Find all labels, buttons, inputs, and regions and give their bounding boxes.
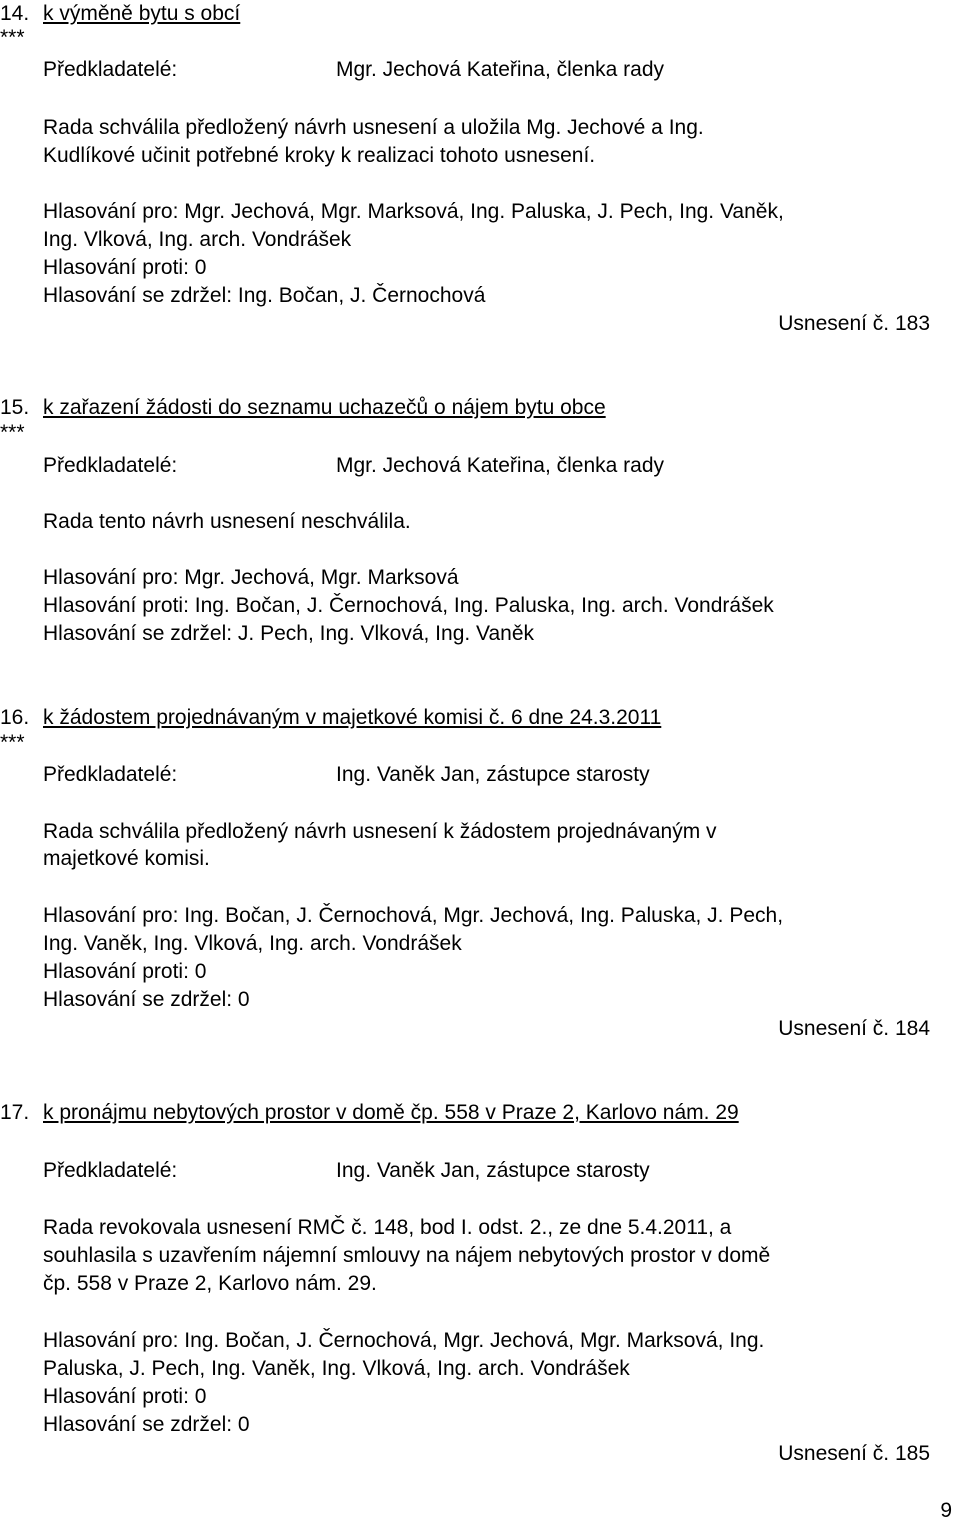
item-14-title: k výměně bytu s obcí	[43, 2, 241, 25]
item-16-title: k žádostem projednávaným v majetkové komisi č. 6 dne 24.3.2011	[43, 706, 662, 729]
item-17-decision-line: čp. 558 v Praze 2, Karlovo nám. 29.	[43, 1272, 377, 1295]
item-15-vote-line: Hlasování pro: Mgr. Jechová, Mgr. Marksová	[43, 566, 459, 589]
item-14-decision-line: Kudlíkové učinit potřebné kroky k realizaci tohoto usnesení.	[43, 144, 596, 167]
item-14-decision-line: Rada schválila předložený návrh usnesení a uložila Mg. Jechové a Ing.	[43, 116, 704, 139]
item-15-number: 15.	[0, 396, 30, 419]
item-14-resolution: Usnesení č. 183	[778, 312, 930, 335]
item-16-vote-line: Hlasování se zdržel: 0	[43, 988, 250, 1011]
item-17-vote-line: Paluska, J. Pech, Ing. Vaněk, Ing. Vlková, Ing. arch. Vondrášek	[43, 1357, 630, 1380]
item-15-decision-line: Rada tento návrh usnesení neschválila.	[43, 510, 411, 533]
item-14-vote-line: Hlasování proti: 0	[43, 256, 207, 279]
item-15-title: k zařazení žádosti do seznamu uchazečů o nájem bytu obce	[43, 396, 606, 419]
item-15-vote-line: Hlasování se zdržel: J. Pech, Ing. Vlková, Ing. Vaněk	[43, 622, 535, 645]
item-16-vote-line: Ing. Vaněk, Ing. Vlková, Ing. arch. Vondrášek	[43, 932, 462, 955]
item-17-decision-line: Rada revokovala usnesení RMČ č. 148, bod I. odst. 2., ze dne 5.4.2011, a	[43, 1216, 732, 1239]
item-15-proposer-label: Předkladatelé:	[43, 454, 178, 477]
item-17-decision-line: souhlasila s uzavřením nájemní smlouvy na nájem nebytových prostor v domě	[43, 1244, 771, 1267]
item-17-number: 17.	[0, 1101, 30, 1124]
item-17-title: k pronájmu nebytových prostor v domě čp. 558 v Praze 2, Karlovo nám. 29	[43, 1101, 739, 1124]
item-15-proposer: Mgr. Jechová Kateřina, členka rady	[336, 454, 665, 477]
item-16-resolution: Usnesení č. 184	[778, 1017, 930, 1040]
item-17-vote-line: Hlasování se zdržel: 0	[43, 1413, 250, 1436]
item-14-proposer-label: Předkladatelé:	[43, 58, 178, 81]
item-16-proposer: Ing. Vaněk Jan, zástupce starosty	[336, 763, 650, 786]
item-14-vote-line: Hlasování pro: Mgr. Jechová, Mgr. Marksová, Ing. Paluska, J. Pech, Ing. Vaněk,	[43, 200, 784, 223]
item-14-stars: ***	[0, 26, 25, 49]
item-16-vote-line: Hlasování proti: 0	[43, 960, 207, 983]
item-14-proposer: Mgr. Jechová Kateřina, členka rady	[336, 58, 665, 81]
item-16-number: 16.	[0, 706, 30, 729]
item-17-vote-line: Hlasování proti: 0	[43, 1385, 207, 1408]
item-14-vote-line: Hlasování se zdržel: Ing. Bočan, J. Černochová	[43, 284, 486, 307]
item-15-stars: ***	[0, 421, 25, 444]
item-16-vote-line: Hlasování pro: Ing. Bočan, J. Černochová, Mgr. Jechová, Ing. Paluska, J. Pech,	[43, 904, 784, 927]
page-number: 9	[940, 1499, 952, 1522]
item-17-vote-line: Hlasování pro: Ing. Bočan, J. Černochová, Mgr. Jechová, Mgr. Marksová, Ing.	[43, 1329, 765, 1352]
item-16-proposer-label: Předkladatelé:	[43, 763, 178, 786]
item-16-stars: ***	[0, 731, 25, 754]
item-17-resolution: Usnesení č. 185	[778, 1442, 930, 1465]
item-16-decision-line: Rada schválila předložený návrh usnesení k žádostem projednávaným v	[43, 820, 717, 843]
item-15-vote-line: Hlasování proti: Ing. Bočan, J. Černochová, Ing. Paluska, Ing. arch. Vondrášek	[43, 594, 774, 617]
item-17-proposer-label: Předkladatelé:	[43, 1159, 178, 1182]
item-16-decision-line: majetkové komisi.	[43, 847, 210, 870]
item-14-vote-line: Ing. Vlková, Ing. arch. Vondrášek	[43, 228, 352, 251]
item-14-number: 14.	[0, 2, 30, 25]
item-17-proposer: Ing. Vaněk Jan, zástupce starosty	[336, 1159, 650, 1182]
